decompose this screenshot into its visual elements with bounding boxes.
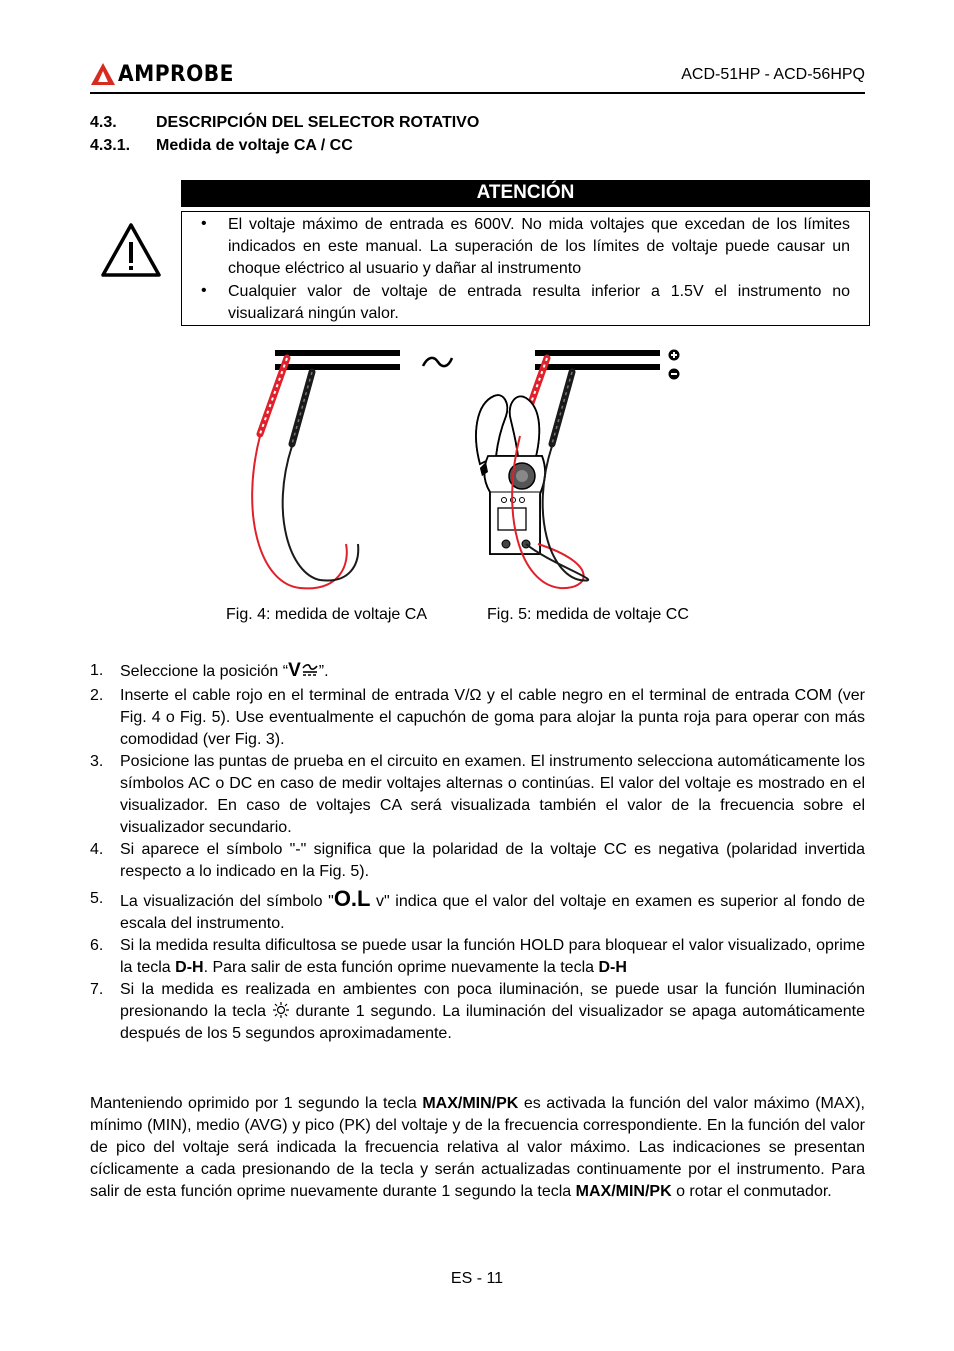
subsection-number: 4.3.1. — [90, 137, 131, 154]
fig5-caption: Fig. 5: medida de voltaje CC — [487, 606, 689, 623]
subsection-title: Medida de voltaje CA / CC — [156, 137, 353, 154]
fig4-caption: Fig. 4: medida de voltaje CA — [226, 606, 427, 623]
warning-box — [181, 211, 870, 326]
warning-triangle-icon — [100, 222, 162, 278]
list-item: 1. Seleccione la posición “V ”. — [90, 660, 329, 681]
page-number: ES - 11 — [450, 1270, 504, 1287]
clamp-meter-figures — [240, 344, 700, 594]
section-number: 4.3. — [90, 114, 117, 131]
brand-name: AMPROBE — [118, 61, 234, 87]
subsection-heading — [90, 137, 353, 155]
brand-logo — [90, 60, 244, 88]
list-item: 6. Si la medida resulta dificultosa se puede usar la función HOLD para bloquear el valor visualizado, oprime la tecla D-H. Para salir de esta función oprime nuevamente la tecla D-H — [90, 937, 865, 976]
fig5-dc-illustration — [476, 350, 679, 589]
bullet: • — [201, 282, 207, 299]
amprobe-triangle-icon — [90, 62, 116, 86]
bullet: • — [201, 215, 207, 232]
list-item: 5. La visualización del símbolo "O.L v" indica que el valor del voltaje en examen es superior al fondo de escala del instrumento. — [90, 886, 865, 932]
list-item: 4. Si aparece el símbolo "-" significa que la polaridad de la voltaje CC es negativa (polaridad invertida respecto a lo indicado en la Fig. 5). — [90, 841, 865, 880]
backlight-icon — [272, 1001, 290, 1019]
ac-dc-symbol-icon — [301, 663, 319, 677]
warning-item-1: El voltaje máximo de entrada es 600V. No mida voltajes que excedan de los límites indicados en este manual. La superación de los límites de voltaje puede causar un choque eléctrico al usuario y dañar al instrumento — [228, 216, 850, 277]
voltage-symbol: V — [288, 660, 301, 681]
section-title: DESCRIPCIÓN DEL SELECTOR ROTATIVO — [156, 114, 480, 131]
steps-list — [90, 660, 865, 1045]
max-min-paragraph: Manteniendo oprimido por 1 segundo la tecla MAX/MIN/PK es activada la función del valor máximo (MAX), mínimo (MIN), medio (AVG) y pico (PK) del voltaje y de la frecuencia correspondiente. En la función del valor de pico del voltaje será indicada la frecuencia relativa al valor máximo. Las indicaciones se presentan cíclicamente a cada presionando de la tecla y serán actualizadas continuamente por el instrumento. Para salir de esta función oprime nuevamente durante 1 segundo la tecla MAX/MIN/PK o rotar el conmutador. — [90, 1095, 866, 1200]
list-item: 7. Si la medida es realizada en ambientes con poca iluminación, se puede usar la función Iluminación presionando la tecla durante 1 segundo. La iluminación del visualizador se apaga automáticamente después de los 5 segundos aproximadamente. — [90, 981, 866, 1042]
model-number: ACD-51HP - ACD-56HPQ — [681, 66, 865, 83]
list-item: 3. Posicione las puntas de prueba en el circuito en examen. El instrumento selecciona automáticamente los símbolos AC o DC en caso de medir voltajes alternas o continúas. El valor del voltaje es mostrado en el visualizador. En caso de voltajes CA será visualizada también el valor de la frecuencia sobre el visualizador secundario. — [90, 753, 865, 836]
warning-header — [181, 180, 870, 207]
warning-item-2: Cualquier valor de voltaje de entrada resulta inferior a 1.5V el instrumento no visualizará ningún valor. — [228, 283, 850, 322]
warning-title: ATENCIÓN — [476, 182, 575, 203]
overload-symbol: O.L — [333, 886, 371, 911]
section-heading — [90, 114, 479, 132]
header-rule — [90, 92, 865, 94]
list-item: 2. Inserte el cable rojo en el terminal de entrada V/Ω y el cable negro en el terminal de entrada COM (ver Fig. 4 o Fig. 5). Use eventualmente el capuchón de goma para alojar la punta roja para operar con más comodidad (ver Fig. 3). — [90, 687, 865, 748]
ac-wave-icon — [423, 358, 452, 366]
